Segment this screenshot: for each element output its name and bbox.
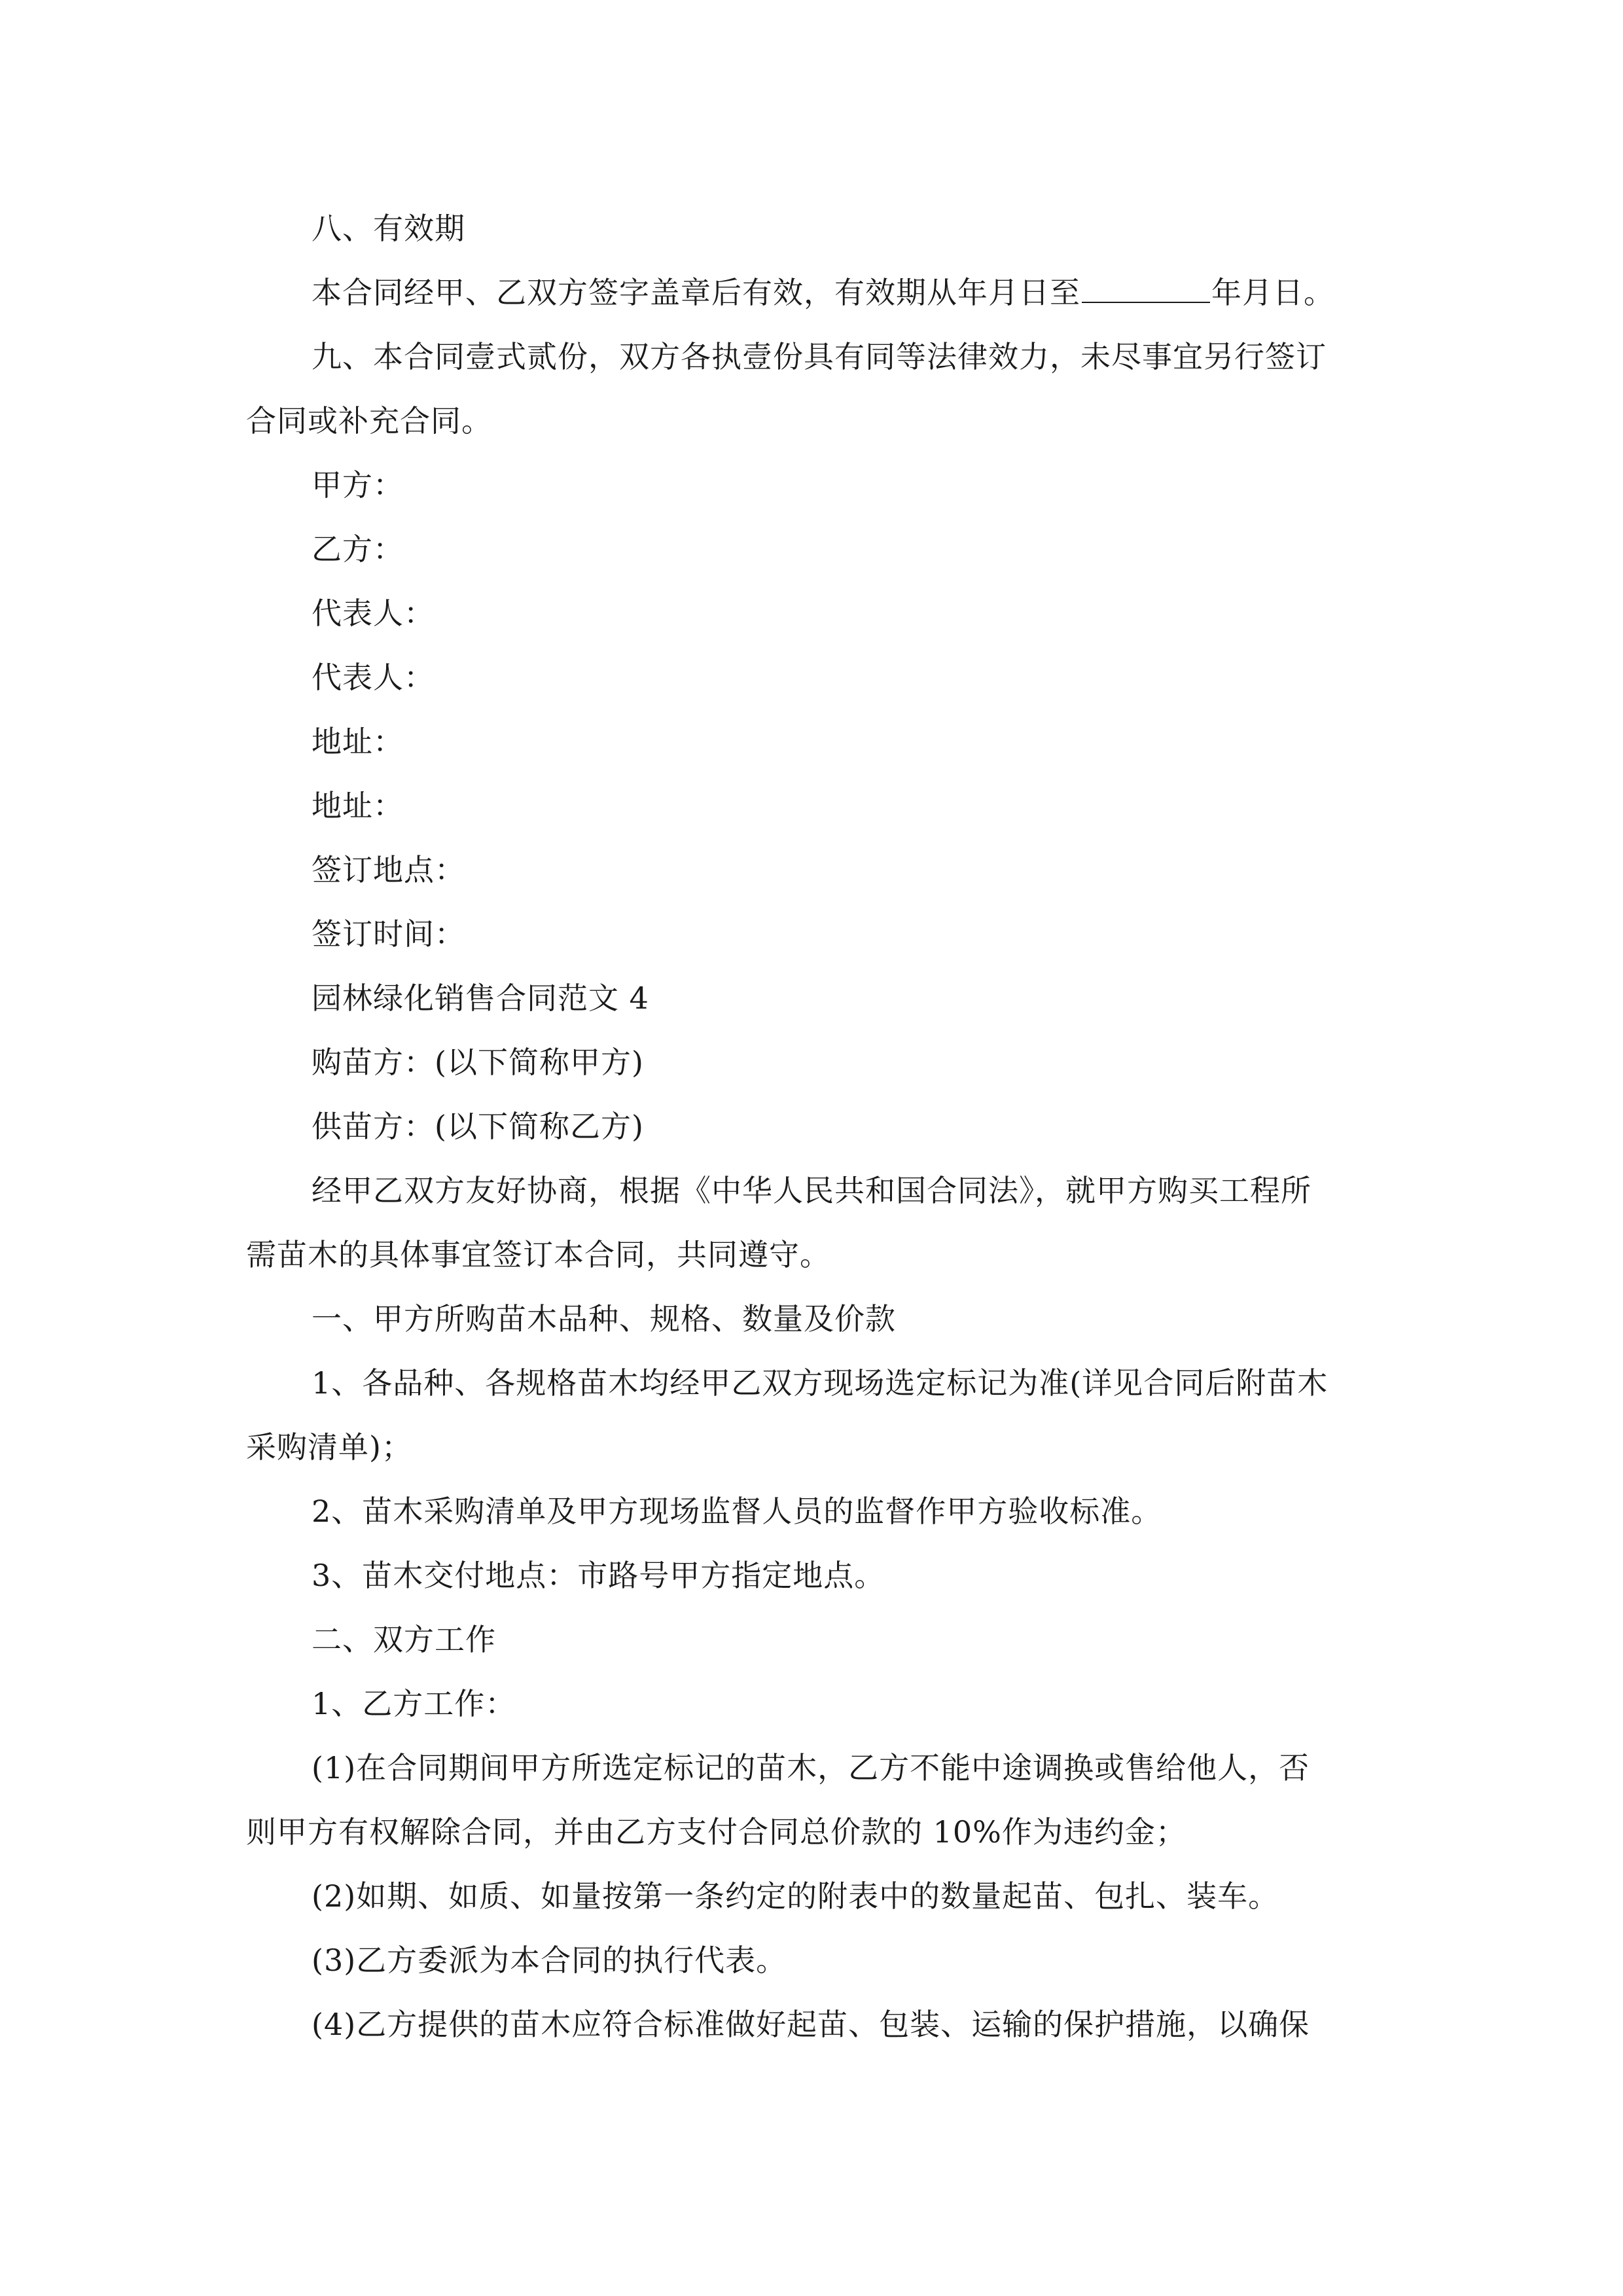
preamble-line-2: 需苗木的具体事宜签订本合同，共同遵守。 [246, 1237, 830, 1272]
signing-place-label: 签订地点： [312, 852, 465, 888]
buyer-label: 购苗方：(以下简称甲方) [312, 1045, 644, 1080]
item-1-line-2: 则甲方有权解除合同，并由乙方支付合同总价款的 10%作为违约金； [246, 1814, 1186, 1850]
copies-paragraph-line-2: 合同或补充合同。 [246, 403, 492, 439]
address-label-a: 地址： [312, 724, 404, 759]
validity-paragraph [246, 260, 1385, 325]
blank-underline [1082, 273, 1210, 303]
copies-paragraph-line-1: 九、本合同壹式贰份，双方各执壹份具有同等法律效力，未尽事宜另行签订 [312, 339, 1327, 374]
clause-1-3: 3、苗木交付地点：市路号甲方指定地点。 [312, 1558, 885, 1593]
clause-1-1-line-2: 采购清单)； [246, 1429, 412, 1465]
section-heading-2: 二、双方工作 [312, 1622, 496, 1657]
representative-label-b: 代表人： [312, 660, 435, 695]
party-a-label: 甲方： [312, 467, 404, 503]
supplier-label: 供苗方：(以下简称乙方) [312, 1109, 644, 1144]
clause-1-1-line-1: 1、各品种、各规格苗木均经甲乙双方现场选定标记为准(详见合同后附苗木 [312, 1365, 1329, 1401]
clause-2-1: 1、乙方工作： [312, 1686, 516, 1721]
address-label-b: 地址： [312, 788, 404, 823]
contract-body [246, 196, 1385, 2056]
item-1-line-1: (1)在合同期间甲方所选定标记的苗木，乙方不能中途调换或售给他人，否 [312, 1750, 1310, 1785]
validity-text-end: 年月日。 [1211, 275, 1334, 310]
representative-label-a: 代表人： [312, 596, 435, 631]
item-4: (4)乙方提供的苗木应符合标准做好起苗、包装、运输的保护措施，以确保 [312, 2007, 1310, 2042]
signing-time-label: 签订时间： [312, 916, 465, 952]
clause-1-2: 2、苗木采购清单及甲方现场监督人员的监督作甲方验收标准。 [312, 1494, 1162, 1529]
item-3: (3)乙方委派为本合同的执行代表。 [312, 1943, 787, 1978]
section-heading-validity: 八、有效期 [312, 211, 465, 246]
party-b-label: 乙方： [312, 531, 404, 567]
validity-text-start: 本合同经甲、乙双方签字盖章后有效，有效期从年月日至 [312, 275, 1080, 310]
preamble-line-1: 经甲乙双方友好协商，根据《中华人民共和国合同法》，就甲方购买工程所 [312, 1173, 1311, 1208]
section-heading-1: 一、甲方所购苗木品种、规格、数量及价款 [312, 1301, 896, 1336]
item-2: (2)如期、如质、如量按第一条约定的附表中的数量起苗、包扎、装车。 [312, 1878, 1279, 1914]
contract-title: 园林绿化销售合同范文 4 [312, 980, 649, 1016]
